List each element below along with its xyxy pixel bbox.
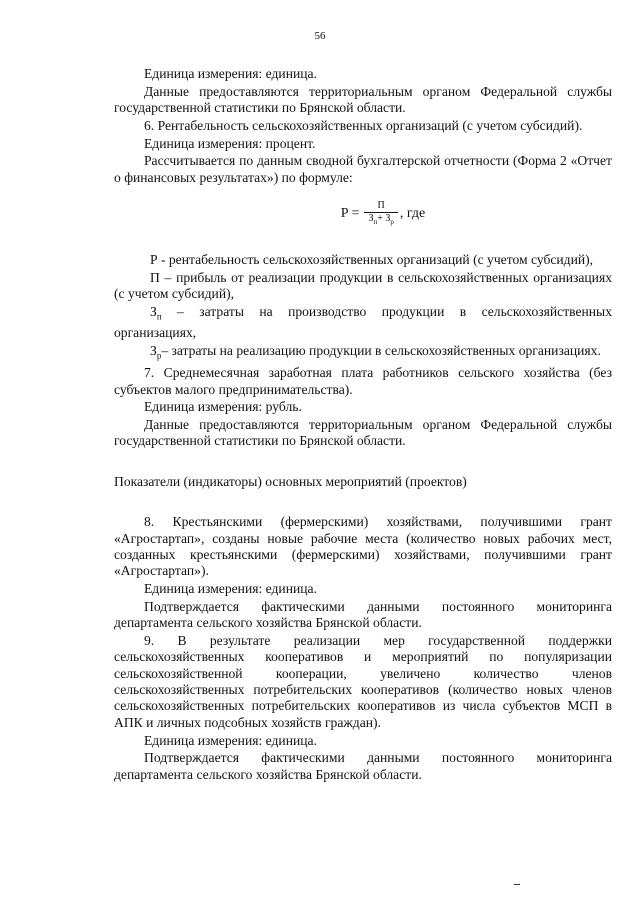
profitability-formula: [114, 200, 612, 228]
formula-fraction: [364, 200, 397, 228]
paragraph-item-6: 6. Рентабельность сельскохозяйственных организаций (с учетом субсидий).: [144, 117, 583, 133]
formula-denominator-b-sub: р: [390, 218, 394, 227]
paragraph-calculation: Рассчитывается по данным сводной бухгалтерской отчетности (Форма 2 «Отчет о финансовых результатах») по формуле:: [114, 153, 612, 185]
formula-denominator-a-sub: п: [373, 218, 378, 227]
definition-zp-text: – затраты на производство продукции в сельскохозяйственных организациях,: [114, 303, 612, 340]
definition-zr: [114, 343, 612, 364]
formula-numerator: П: [377, 200, 385, 212]
formula-denominator-a: З: [368, 213, 374, 225]
formula-denominator-plus: + З: [377, 213, 391, 225]
formula-suffix: , где: [399, 205, 426, 221]
formula-lhs: P: [340, 205, 349, 221]
paragraph-confirmation-1: Подтверждается фактическими данными постоянного мониторинга департамента сельского хозяйства Брянской области.: [114, 598, 612, 631]
paragraph-item-9: 9. В результате реализации мер государственной поддержки сельскохозяйственных кооперативов и мероприятий по популяризации сельскохозяйственной кооперации, увеличено количество членов сельскохозяйственных потребительских кооперативов (количество новых членов сельскохозяйственных потребительских кооперативов из числа субъектов МСП в АПК и личных подсобных хозяйств граждан).: [114, 632, 612, 730]
paragraph-item-8: 8. Крестьянскими (фермерскими) хозяйствами, получившими грант «Агростартап», созданы новые рабочие места (количество новых рабочих мест, созданных крестьянскими (фермерскими) хозяйствами, получившими грант «Агростартап»).: [114, 514, 612, 579]
document-body: [114, 66, 612, 784]
paragraph-unit-ruble: Единица измерения: рубль.: [144, 399, 302, 415]
paragraph-item-7: 7. Среднемесячная заработная плата работников сельского хозяйства (без субъектов малого предпринимательства).: [114, 365, 612, 397]
page-number: 56: [314, 30, 326, 42]
paragraph-data-source-1: Данные предоставляются территориальным органом Федеральной службы государственной статистики по Брянской области.: [114, 83, 612, 116]
paragraph-unit-percent: Единица измерения: процент.: [144, 135, 316, 151]
definition-pi: П – прибыль от реализации продукции в сельскохозяйственных организациях (с учетом субсидий),: [114, 269, 612, 302]
definition-zp-symbol: $З_п$: [150, 303, 162, 322]
formula-equals: =: [351, 205, 360, 221]
paragraph-unit-2: Единица измерения: единица.: [144, 581, 317, 597]
paragraph-unit-3: Единица измерения: единица.: [144, 732, 317, 748]
definition-zp: [114, 304, 612, 342]
formula-denominator: [364, 212, 397, 228]
section-heading: Показатели (индикаторы) основных мероприятий (проектов): [114, 473, 467, 489]
paragraph-confirmation-2: Подтверждается фактическими данными постоянного мониторинга департамента сельского хозяйства Брянской области.: [114, 750, 612, 782]
definition-zr-symbol: $З_р$: [150, 342, 162, 361]
paragraph-data-source-2: Данные предоставляются территориальным органом Федеральной службы государственной статистики по Брянской области.: [114, 416, 612, 449]
scan-mark: [514, 884, 520, 885]
paragraph-unit-1: Единица измерения: единица.: [144, 66, 317, 81]
definition-p: Р - рентабельность сельскохозяйственных организаций (с учетом субсидий),: [150, 252, 594, 268]
definition-zr-text: – затраты на реализацию продукции в сельскохозяйственных организациях.: [161, 342, 601, 358]
